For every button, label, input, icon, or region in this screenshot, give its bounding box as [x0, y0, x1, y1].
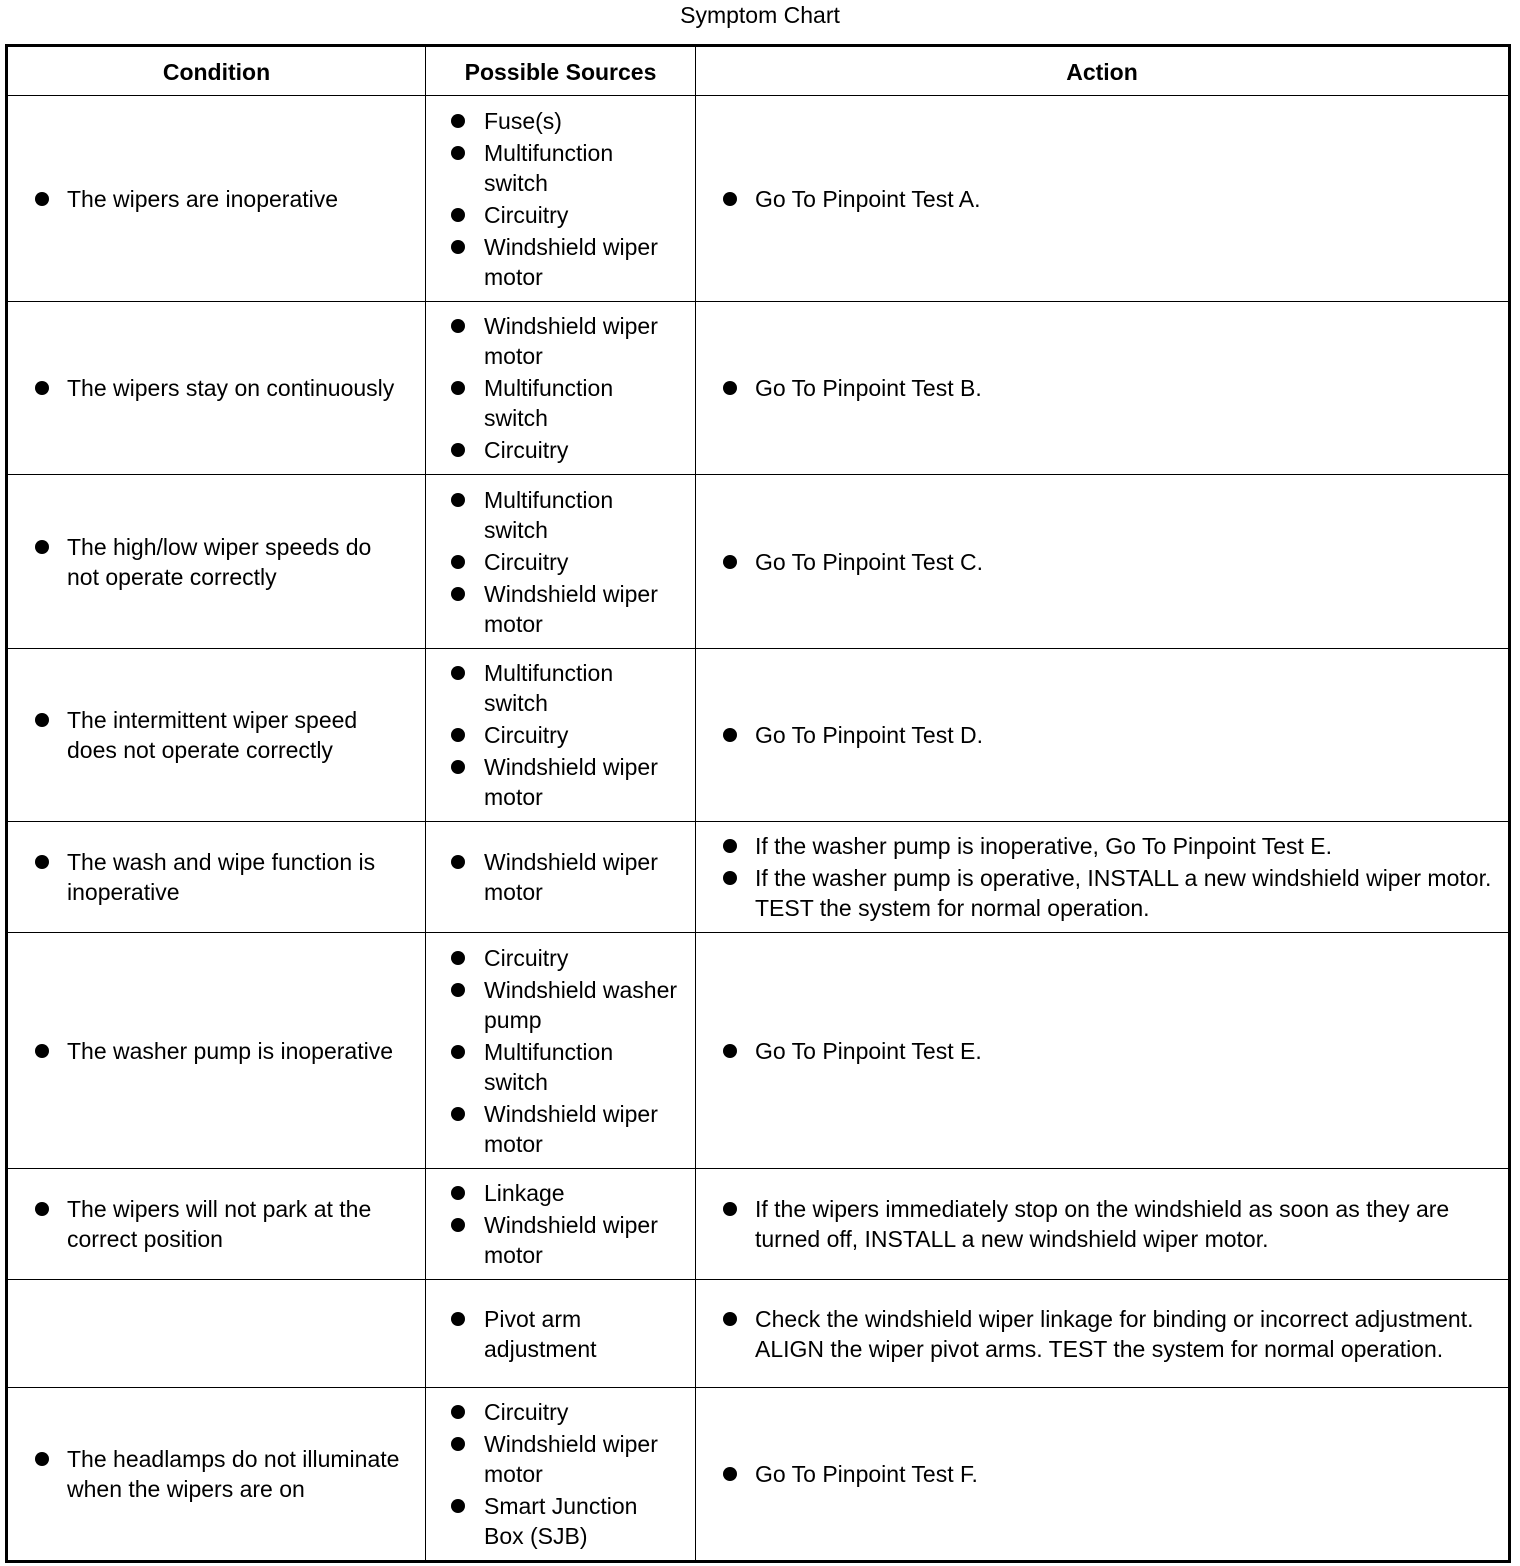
source-item: Multifunction switch [484, 658, 683, 718]
condition-cell [7, 1280, 426, 1388]
action-item: Check the windshield wiper linkage for binding or incorrect adjustment. ALIGN the wiper pivot arms. TEST the system for normal operation. [755, 1304, 1492, 1364]
action-item: Go To Pinpoint Test B. [755, 373, 1492, 403]
bullet-list [696, 1304, 1508, 1364]
condition-item: The intermittent wiper speed does not operate correctly [67, 705, 407, 765]
bullet-list [696, 1036, 1508, 1066]
bullet-list [8, 1036, 425, 1066]
table-row [7, 302, 1510, 475]
table-row [7, 649, 1510, 822]
bullet-list [696, 1194, 1508, 1254]
bullet-list [426, 311, 695, 465]
source-item: Windshield wiper motor [484, 1210, 683, 1270]
action-cell [696, 475, 1510, 649]
sources-cell [426, 1280, 696, 1388]
sources-cell [426, 96, 696, 302]
condition-cell [7, 649, 426, 822]
bullet-list [426, 658, 695, 812]
table-row [7, 1388, 1510, 1562]
bullet-list [426, 943, 695, 1159]
source-item: Windshield washer pump [484, 975, 683, 1035]
table-row [7, 475, 1510, 649]
bullet-list [426, 106, 695, 292]
action-item: If the washer pump is inoperative, Go To Pinpoint Test E. [755, 831, 1492, 861]
action-item: Go To Pinpoint Test D. [755, 720, 1492, 750]
table-row [7, 822, 1510, 933]
condition-cell [7, 302, 426, 475]
action-item: Go To Pinpoint Test F. [755, 1459, 1492, 1489]
condition-cell [7, 1388, 426, 1562]
bullet-list [696, 720, 1508, 750]
action-cell [696, 649, 1510, 822]
source-item: Circuitry [484, 943, 683, 973]
action-cell [696, 822, 1510, 933]
source-item: Circuitry [484, 547, 683, 577]
source-item: Circuitry [484, 435, 683, 465]
source-item: Smart Junction Box (SJB) [484, 1491, 683, 1551]
header-row [7, 46, 1510, 96]
source-item: Pivot arm adjustment [484, 1304, 683, 1364]
action-item: If the wipers immediately stop on the windshield as soon as they are turned off, INSTALL a new windshield wiper motor. [755, 1194, 1492, 1254]
source-item: Multifunction switch [484, 485, 683, 545]
source-item: Windshield wiper motor [484, 232, 683, 292]
condition-item: The wipers will not park at the correct position [67, 1194, 407, 1254]
table-row [7, 1169, 1510, 1280]
table-row [7, 1280, 1510, 1388]
source-item: Windshield wiper motor [484, 847, 683, 907]
sources-cell [426, 302, 696, 475]
action-cell [696, 1280, 1510, 1388]
bullet-list [426, 1397, 695, 1551]
action-cell [696, 302, 1510, 475]
bullet-list [8, 532, 425, 592]
condition-item: The wipers are inoperative [67, 184, 407, 214]
condition-item: The washer pump is inoperative [67, 1036, 407, 1066]
action-item: Go To Pinpoint Test E. [755, 1036, 1492, 1066]
sources-cell [426, 933, 696, 1169]
action-header: Action [696, 46, 1510, 96]
condition-cell [7, 933, 426, 1169]
condition-item: The headlamps do not illuminate when the wipers are on [67, 1444, 407, 1504]
table-row [7, 96, 1510, 302]
symptom-table [5, 44, 1511, 1563]
sources-cell [426, 475, 696, 649]
sources-cell [426, 822, 696, 933]
condition-item: The wash and wipe function is inoperative [67, 847, 407, 907]
action-cell [696, 96, 1510, 302]
sources-cell [426, 1388, 696, 1562]
bullet-list [696, 1459, 1508, 1489]
table-row [7, 933, 1510, 1169]
action-item: Go To Pinpoint Test A. [755, 184, 1492, 214]
source-item: Windshield wiper motor [484, 1429, 683, 1489]
bullet-list [8, 373, 425, 403]
action-cell [696, 1388, 1510, 1562]
source-item: Multifunction switch [484, 373, 683, 433]
condition-item: The high/low wiper speeds do not operate correctly [67, 532, 407, 592]
bullet-list [426, 847, 695, 907]
condition-item: The wipers stay on continuously [67, 373, 407, 403]
source-item: Circuitry [484, 1397, 683, 1427]
bullet-list [8, 1194, 425, 1254]
source-item: Multifunction switch [484, 138, 683, 198]
possible-sources-header: Possible Sources [426, 46, 696, 96]
bullet-list [696, 373, 1508, 403]
bullet-list [696, 184, 1508, 214]
source-item: Windshield wiper motor [484, 752, 683, 812]
bullet-list [696, 547, 1508, 577]
sources-cell [426, 1169, 696, 1280]
source-item: Linkage [484, 1178, 683, 1208]
sources-cell [426, 649, 696, 822]
bullet-list [8, 184, 425, 214]
action-item: Go To Pinpoint Test C. [755, 547, 1492, 577]
action-cell [696, 1169, 1510, 1280]
bullet-list [8, 847, 425, 907]
chart-title: Symptom Chart [680, 2, 840, 28]
action-item: If the washer pump is operative, INSTALL a new windshield wiper motor. TEST the system for normal operation. [755, 865, 1492, 921]
condition-header: Condition [7, 46, 426, 96]
source-item: Circuitry [484, 720, 683, 750]
bullet-list [8, 705, 425, 765]
table-body [7, 96, 1510, 1562]
source-item: Windshield wiper motor [484, 311, 683, 371]
condition-cell [7, 475, 426, 649]
bullet-list [426, 485, 695, 639]
bullet-list [426, 1304, 695, 1364]
bullet-list [696, 831, 1508, 923]
source-item: Windshield wiper motor [484, 1099, 683, 1159]
bullet-list [426, 1178, 695, 1270]
condition-cell [7, 822, 426, 933]
bullet-list [8, 1444, 425, 1504]
condition-cell [7, 96, 426, 302]
source-item: Windshield wiper motor [484, 579, 683, 639]
source-item: Multifunction switch [484, 1037, 683, 1097]
source-item: Circuitry [484, 200, 683, 230]
condition-cell [7, 1169, 426, 1280]
action-cell [696, 933, 1510, 1169]
source-item: Fuse(s) [484, 106, 683, 136]
